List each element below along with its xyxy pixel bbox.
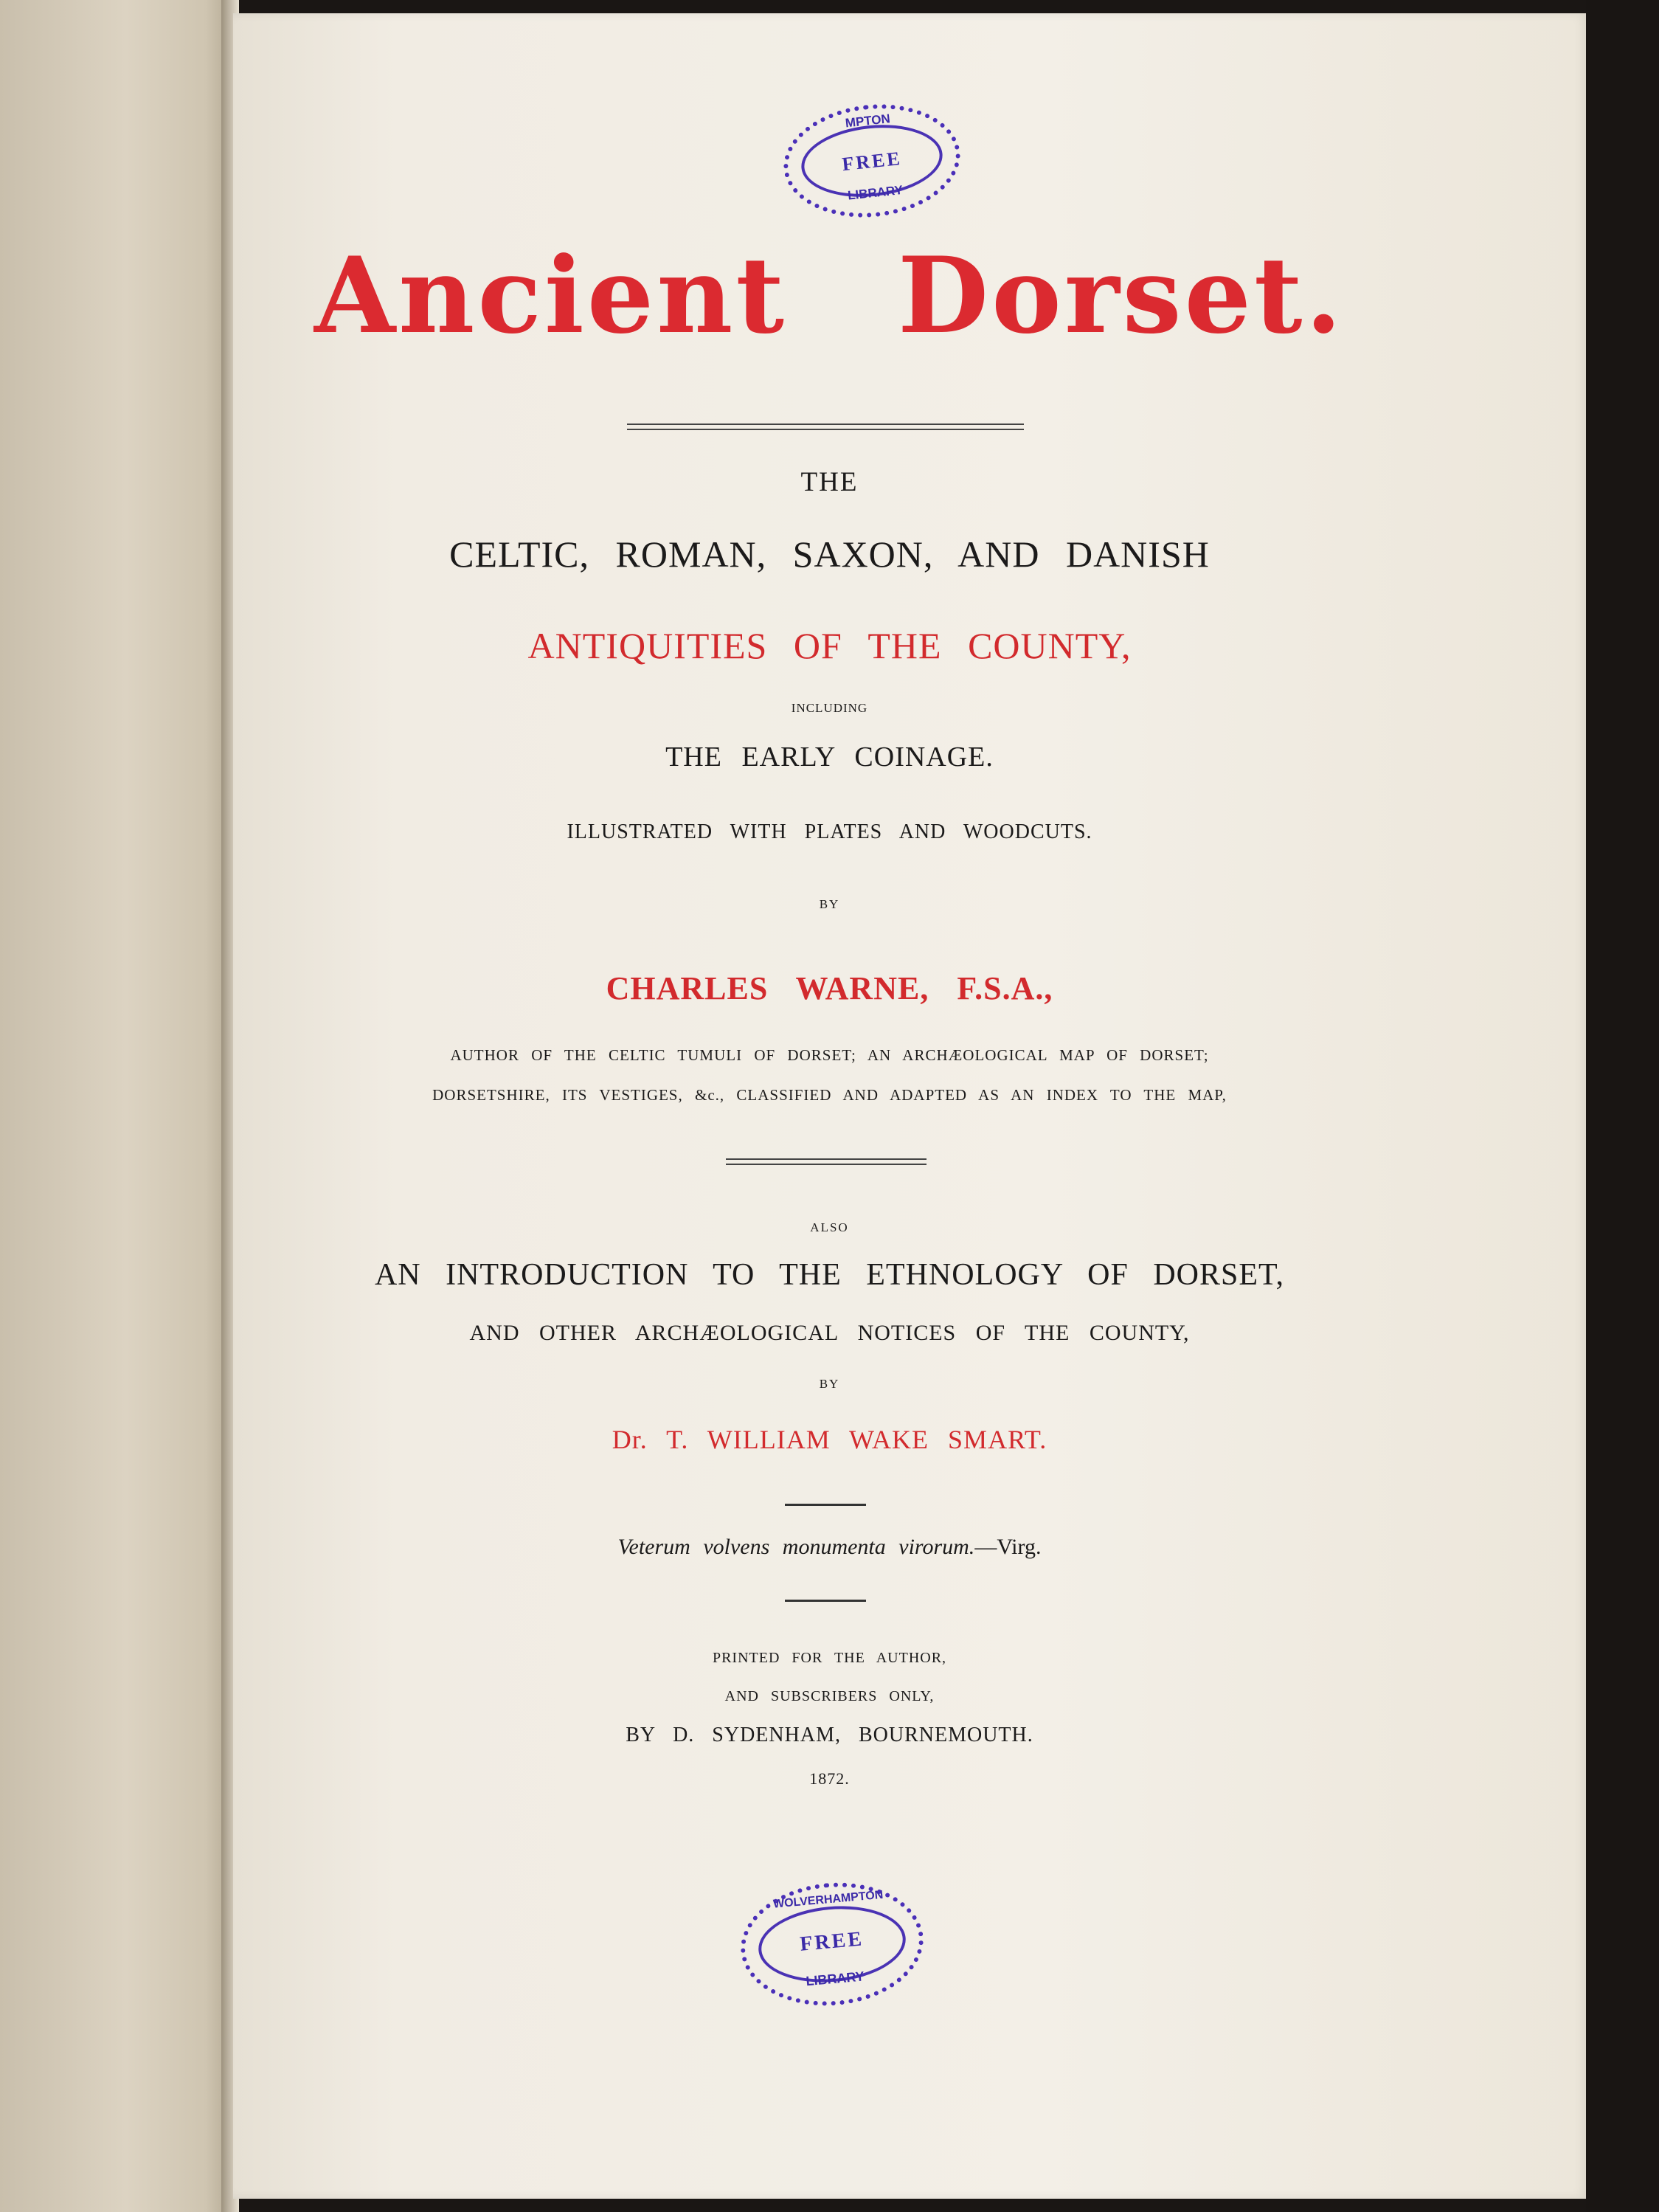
short-rule-2	[785, 1600, 866, 1602]
author-name: CHARLES WARNE, F.S.A.,	[606, 970, 1053, 1006]
title-word-dorset: Dorset.	[898, 235, 1345, 357]
subtitle-line-1: CELTIC, ROMAN, SAXON, AND DANISH	[449, 533, 1210, 575]
subtitle-the: THE	[800, 467, 859, 497]
stamp-bottom-bottom-text: LIBRARY	[805, 1969, 865, 1989]
subtitle-line-3: THE EARLY COINAGE.	[665, 742, 994, 773]
subtitle-line-4: ILLUSTRATED WITH PLATES AND WOODCUTS.	[567, 820, 1092, 843]
imprint-line-2: AND SUBSCRIBERS ONLY,	[724, 1688, 935, 1704]
double-rule-middle	[726, 1158, 927, 1165]
page-title	[0, 235, 1659, 357]
epigraph	[0, 1535, 1659, 1560]
also-line-1: AN INTRODUCTION TO THE ETHNOLOGY OF DORSET,	[374, 1258, 1285, 1292]
stamp-top-center-text: FREE	[841, 147, 904, 176]
stamp-bottom-arc-text: WOLVERHAMPTON	[772, 1888, 884, 1911]
epigraph-text: Veterum volvens monumenta virorum.	[617, 1535, 975, 1559]
also-by: BY	[819, 1377, 840, 1391]
author-by: BY	[819, 897, 840, 911]
imprint-line-1: PRINTED FOR THE AUTHOR,	[712, 1650, 947, 1666]
imprint-line-3: BY D. SYDENHAM, BOURNEMOUTH.	[626, 1724, 1033, 1746]
also-line-2: AND OTHER ARCHÆOLOGICAL NOTICES OF THE COUNTY,	[469, 1321, 1190, 1345]
short-rule-1	[785, 1504, 866, 1506]
subtitle-line-2: ANTIQUITIES OF THE COUNTY,	[527, 625, 1132, 666]
stamp-top-bottom-text: LIBRARY	[847, 182, 904, 203]
double-rule-top	[627, 424, 1024, 430]
title-word-ancient: Ancient	[314, 235, 787, 357]
stamp-top-arc-text: MPTON	[844, 111, 891, 131]
imprint-year: 1872.	[809, 1769, 850, 1788]
also-author: Dr. T. WILLIAM WAKE SMART.	[612, 1425, 1047, 1454]
author-credits-line-2: DORSETSHIRE, ITS VESTIGES, &c., CLASSIFIED AND ADAPTED AS AN INDEX TO THE MAP,	[432, 1086, 1227, 1104]
epigraph-attribution: —Virg.	[974, 1535, 1042, 1559]
subtitle-including: INCLUDING	[791, 701, 868, 715]
author-credits-line-1: AUTHOR OF THE CELTIC TUMULI OF DORSET; AN ARCHÆOLOGICAL MAP OF DORSET;	[450, 1046, 1209, 1064]
also-label: ALSO	[810, 1220, 849, 1234]
stamp-bottom-center-text: FREE	[799, 1927, 865, 1956]
